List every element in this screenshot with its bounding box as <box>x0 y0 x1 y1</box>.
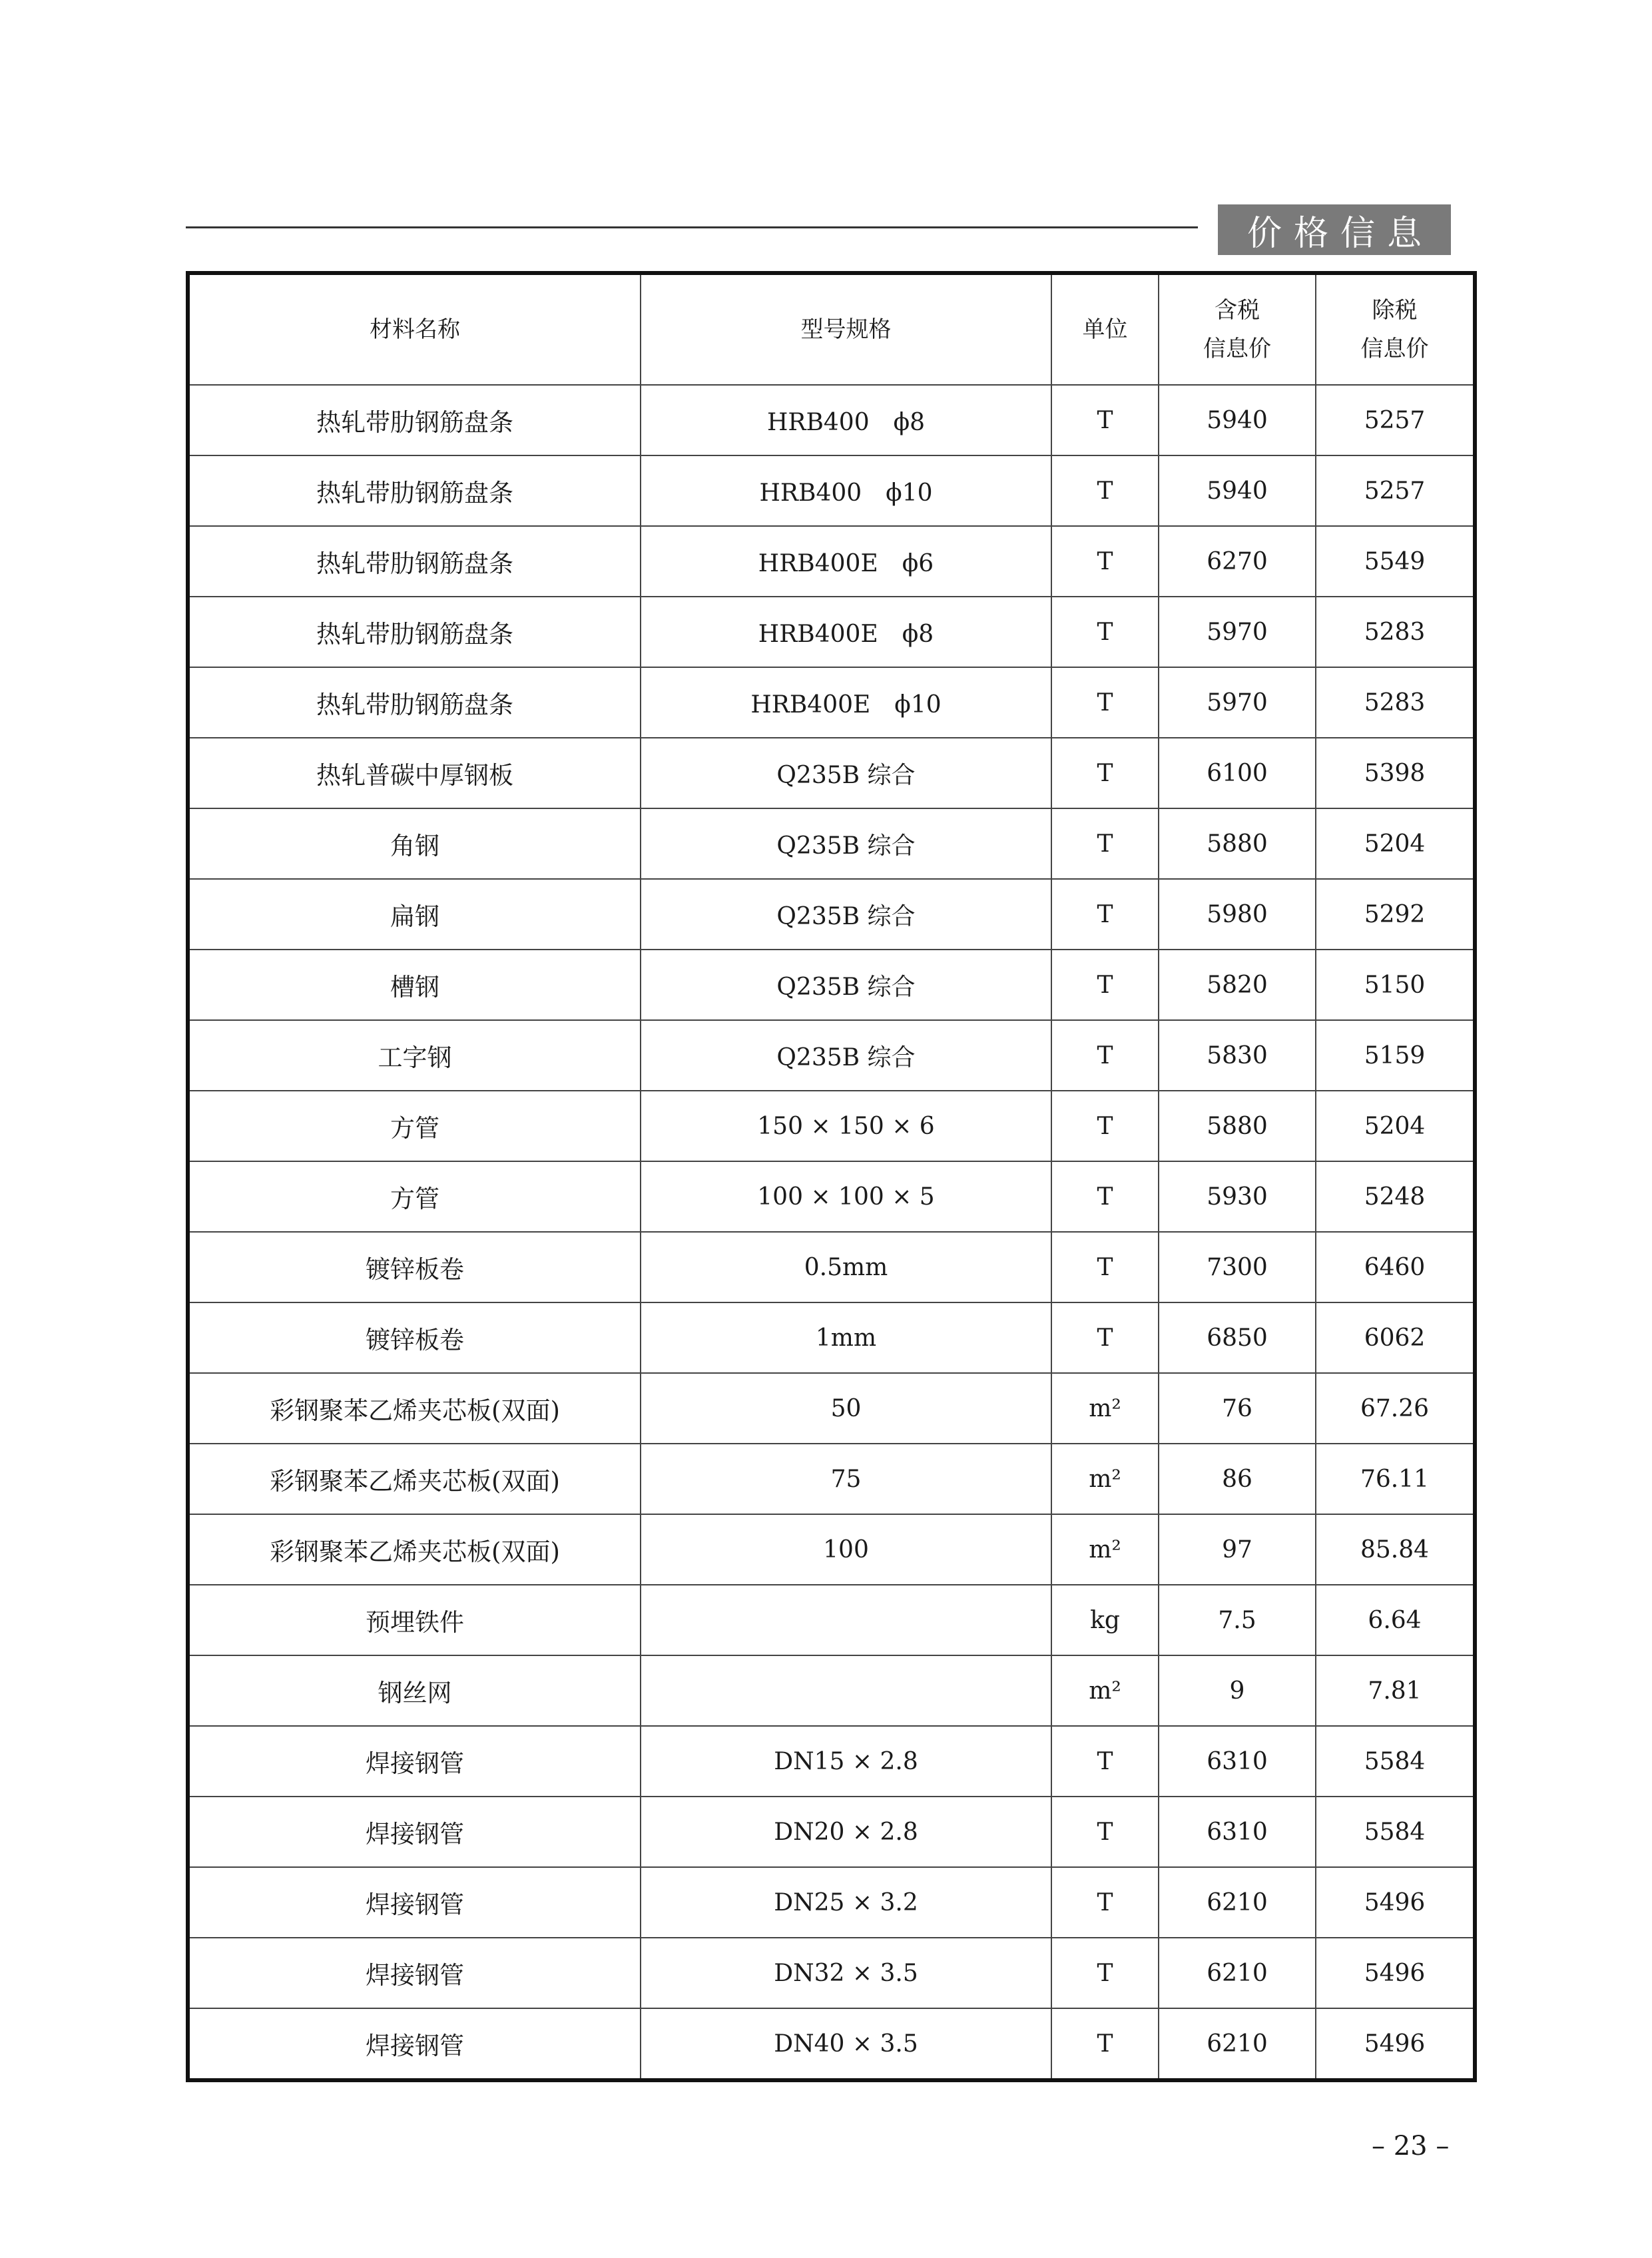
cell-price-without-tax: 5549 <box>1316 526 1475 597</box>
table-row <box>188 808 1475 879</box>
section-title: 价格信息 <box>1218 204 1451 255</box>
cell-price-without-tax: 5496 <box>1316 2008 1475 2080</box>
cell-price-without-tax: 5496 <box>1316 1938 1475 2008</box>
cell-spec: 50 <box>641 1373 1051 1444</box>
table-row <box>188 1161 1475 1232</box>
cell-material-name: 热轧带肋钢筋盘条 <box>188 455 641 526</box>
cell-spec: 0.5mm <box>641 1232 1051 1302</box>
cell-material-name: 热轧带肋钢筋盘条 <box>188 667 641 738</box>
cell-spec: DN40 × 3.5 <box>641 2008 1051 2080</box>
cell-price-with-tax: 97 <box>1159 1514 1316 1585</box>
cell-price-with-tax: 5940 <box>1159 385 1316 455</box>
cell-price-without-tax: 5398 <box>1316 738 1475 808</box>
table-row <box>188 526 1475 597</box>
cell-spec: Q235B 综合 <box>641 738 1051 808</box>
cell-price-with-tax: 5970 <box>1159 597 1316 667</box>
cell-price-with-tax: 7300 <box>1159 1232 1316 1302</box>
cell-spec: 100 × 100 × 5 <box>641 1161 1051 1232</box>
table-row <box>188 667 1475 738</box>
cell-unit: T <box>1051 1797 1159 1867</box>
cell-price-with-tax: 6210 <box>1159 1867 1316 1938</box>
cell-price-without-tax: 6062 <box>1316 1302 1475 1373</box>
cell-spec: Q235B 综合 <box>641 950 1051 1020</box>
cell-price-with-tax: 5930 <box>1159 1161 1316 1232</box>
cell-unit: T <box>1051 1726 1159 1797</box>
cell-material-name: 扁钢 <box>188 879 641 950</box>
cell-price-without-tax: 5150 <box>1316 950 1475 1020</box>
cell-spec: HRB400 ϕ8 <box>641 385 1051 455</box>
cell-price-without-tax: 5159 <box>1316 1020 1475 1091</box>
cell-material-name: 热轧带肋钢筋盘条 <box>188 385 641 455</box>
cell-material-name: 焊接钢管 <box>188 1867 641 1938</box>
cell-unit: T <box>1051 1867 1159 1938</box>
cell-price-without-tax: 5257 <box>1316 385 1475 455</box>
cell-material-name: 镀锌板卷 <box>188 1232 641 1302</box>
table-row <box>188 1655 1475 1726</box>
cell-material-name: 焊接钢管 <box>188 1938 641 2008</box>
table-row <box>188 1938 1475 2008</box>
cell-price-without-tax: 5283 <box>1316 597 1475 667</box>
table-header-row <box>188 273 1475 385</box>
cell-spec: DN25 × 3.2 <box>641 1867 1051 1938</box>
cell-unit: T <box>1051 738 1159 808</box>
cell-unit: T <box>1051 2008 1159 2080</box>
cell-price-without-tax: 7.81 <box>1316 1655 1475 1726</box>
cell-price-without-tax: 5204 <box>1316 808 1475 879</box>
cell-price-without-tax: 5584 <box>1316 1797 1475 1867</box>
cell-material-name: 工字钢 <box>188 1020 641 1091</box>
cell-price-without-tax: 85.84 <box>1316 1514 1475 1585</box>
cell-unit: kg <box>1051 1585 1159 1655</box>
cell-spec <box>641 1655 1051 1726</box>
cell-price-with-tax: 6310 <box>1159 1797 1316 1867</box>
column-header-spec: 型号规格 <box>641 273 1051 385</box>
cell-unit: T <box>1051 385 1159 455</box>
table-row <box>188 950 1475 1020</box>
cell-price-without-tax: 67.26 <box>1316 1373 1475 1444</box>
price-table <box>186 271 1477 2082</box>
cell-price-without-tax: 5257 <box>1316 455 1475 526</box>
cell-unit: T <box>1051 455 1159 526</box>
cell-unit: m² <box>1051 1444 1159 1514</box>
cell-unit: T <box>1051 1938 1159 2008</box>
cell-spec: Q235B 综合 <box>641 808 1051 879</box>
cell-price-with-tax: 6210 <box>1159 1938 1316 2008</box>
cell-unit: T <box>1051 526 1159 597</box>
cell-unit: T <box>1051 1020 1159 1091</box>
cell-price-without-tax: 5584 <box>1316 1726 1475 1797</box>
table-row <box>188 1302 1475 1373</box>
page-number: – 23 – <box>1372 2131 1450 2161</box>
cell-material-name: 镀锌板卷 <box>188 1302 641 1373</box>
cell-price-with-tax: 5970 <box>1159 667 1316 738</box>
cell-price-with-tax: 9 <box>1159 1655 1316 1726</box>
table-row <box>188 879 1475 950</box>
cell-material-name: 焊接钢管 <box>188 2008 641 2080</box>
column-header-unit: 单位 <box>1051 273 1159 385</box>
cell-spec: 100 <box>641 1514 1051 1585</box>
cell-spec <box>641 1585 1051 1655</box>
cell-unit: T <box>1051 1161 1159 1232</box>
cell-price-with-tax: 6210 <box>1159 2008 1316 2080</box>
cell-unit: T <box>1051 950 1159 1020</box>
cell-spec: HRB400E ϕ6 <box>641 526 1051 597</box>
cell-price-with-tax: 5820 <box>1159 950 1316 1020</box>
cell-price-without-tax: 5248 <box>1316 1161 1475 1232</box>
cell-price-with-tax: 5940 <box>1159 455 1316 526</box>
cell-price-with-tax: 5880 <box>1159 808 1316 879</box>
table-row <box>188 1373 1475 1444</box>
header-rule <box>186 226 1198 228</box>
column-header-price-without-tax: 除税 信息价 <box>1316 273 1475 385</box>
cell-unit: m² <box>1051 1655 1159 1726</box>
cell-spec: HRB400E ϕ8 <box>641 597 1051 667</box>
table-row <box>188 1020 1475 1091</box>
cell-price-without-tax: 76.11 <box>1316 1444 1475 1514</box>
cell-price-with-tax: 6270 <box>1159 526 1316 597</box>
cell-price-with-tax: 6100 <box>1159 738 1316 808</box>
cell-material-name: 方管 <box>188 1091 641 1161</box>
cell-material-name: 焊接钢管 <box>188 1726 641 1797</box>
cell-price-with-tax: 5980 <box>1159 879 1316 950</box>
table-row <box>188 1867 1475 1938</box>
cell-price-with-tax: 86 <box>1159 1444 1316 1514</box>
cell-price-without-tax: 5292 <box>1316 879 1475 950</box>
cell-price-with-tax: 76 <box>1159 1373 1316 1444</box>
cell-material-name: 角钢 <box>188 808 641 879</box>
table-row <box>188 455 1475 526</box>
cell-unit: T <box>1051 667 1159 738</box>
cell-unit: m² <box>1051 1514 1159 1585</box>
cell-price-without-tax: 6.64 <box>1316 1585 1475 1655</box>
cell-material-name: 焊接钢管 <box>188 1797 641 1867</box>
cell-material-name: 彩钢聚苯乙烯夹芯板(双面) <box>188 1444 641 1514</box>
cell-unit: T <box>1051 1302 1159 1373</box>
cell-spec: HRB400 ϕ10 <box>641 455 1051 526</box>
cell-unit: T <box>1051 1091 1159 1161</box>
cell-price-with-tax: 5880 <box>1159 1091 1316 1161</box>
cell-material-name: 钢丝网 <box>188 1655 641 1726</box>
column-header-price-with-tax: 含税 信息价 <box>1159 273 1316 385</box>
cell-spec: HRB400E ϕ10 <box>641 667 1051 738</box>
cell-material-name: 热轧普碳中厚钢板 <box>188 738 641 808</box>
cell-price-with-tax: 7.5 <box>1159 1585 1316 1655</box>
table-row <box>188 2008 1475 2080</box>
cell-unit: T <box>1051 879 1159 950</box>
cell-spec: 1mm <box>641 1302 1051 1373</box>
cell-spec: DN20 × 2.8 <box>641 1797 1051 1867</box>
table-row <box>188 1444 1475 1514</box>
cell-unit: T <box>1051 597 1159 667</box>
table-row <box>188 1232 1475 1302</box>
cell-material-name: 热轧带肋钢筋盘条 <box>188 526 641 597</box>
cell-material-name: 热轧带肋钢筋盘条 <box>188 597 641 667</box>
cell-unit: T <box>1051 1232 1159 1302</box>
cell-unit: m² <box>1051 1373 1159 1444</box>
cell-price-with-tax: 6850 <box>1159 1302 1316 1373</box>
table-row <box>188 738 1475 808</box>
cell-material-name: 槽钢 <box>188 950 641 1020</box>
cell-spec: DN15 × 2.8 <box>641 1726 1051 1797</box>
cell-price-without-tax: 5204 <box>1316 1091 1475 1161</box>
table-row <box>188 1514 1475 1585</box>
table-row <box>188 1585 1475 1655</box>
cell-material-name: 彩钢聚苯乙烯夹芯板(双面) <box>188 1373 641 1444</box>
cell-spec: Q235B 综合 <box>641 879 1051 950</box>
table-row <box>188 1726 1475 1797</box>
cell-price-without-tax: 6460 <box>1316 1232 1475 1302</box>
cell-spec: 150 × 150 × 6 <box>641 1091 1051 1161</box>
cell-material-name: 彩钢聚苯乙烯夹芯板(双面) <box>188 1514 641 1585</box>
cell-price-with-tax: 5830 <box>1159 1020 1316 1091</box>
cell-spec: DN32 × 3.5 <box>641 1938 1051 2008</box>
cell-price-without-tax: 5283 <box>1316 667 1475 738</box>
table-row <box>188 1797 1475 1867</box>
table-row <box>188 385 1475 455</box>
cell-unit: T <box>1051 808 1159 879</box>
cell-spec: Q235B 综合 <box>641 1020 1051 1091</box>
table-row <box>188 597 1475 667</box>
cell-spec: 75 <box>641 1444 1051 1514</box>
table-body <box>188 385 1475 2080</box>
cell-price-without-tax: 5496 <box>1316 1867 1475 1938</box>
cell-material-name: 预埋铁件 <box>188 1585 641 1655</box>
cell-material-name: 方管 <box>188 1161 641 1232</box>
cell-price-with-tax: 6310 <box>1159 1726 1316 1797</box>
table-row <box>188 1091 1475 1161</box>
column-header-name: 材料名称 <box>188 273 641 385</box>
